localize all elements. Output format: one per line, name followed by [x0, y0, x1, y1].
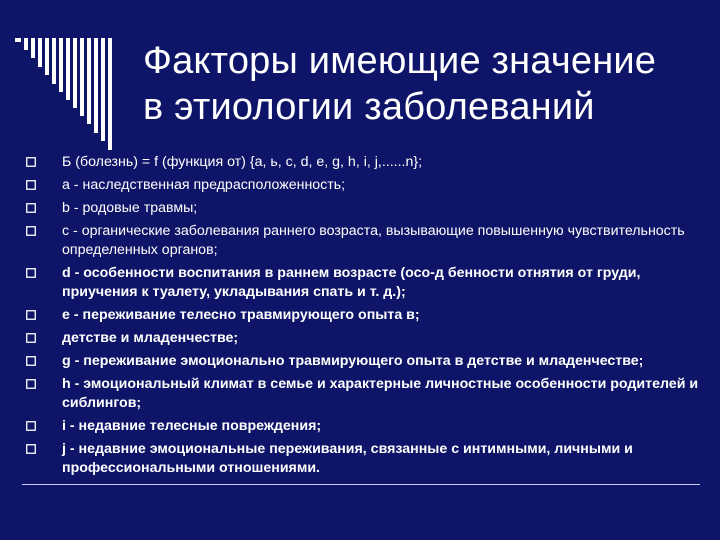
hollow-square-icon	[26, 333, 36, 343]
hollow-square-icon	[26, 226, 36, 236]
list-item-text: g - переживание эмоционально травмирующего опыта в детстве и младенчестве;	[62, 353, 644, 369]
list-item-text: d - особенности воспитания в раннем возрасте (осо-д бенности отнятия от груди, приучения к туалету, укладывания спать и т. д.);	[62, 265, 641, 300]
hollow-square-icon	[26, 203, 36, 213]
hollow-square-icon	[26, 310, 36, 320]
list-item	[20, 176, 700, 195]
hollow-square-icon	[26, 444, 36, 454]
decorative-bars	[15, 33, 135, 153]
list-item-text: e - переживание телесно травмирующего опыта в;	[62, 307, 420, 323]
list-item	[20, 417, 700, 436]
hollow-square-icon	[26, 268, 36, 278]
list-item-text: детстве и младенчестве;	[62, 330, 239, 346]
list-item	[20, 306, 700, 325]
slide-title	[143, 38, 703, 130]
list-item	[20, 440, 700, 478]
list-item-text: Б (болезнь) = f (функция от) {a, ь, c, d, e, g, h, i, j,......n};	[62, 154, 423, 170]
hollow-square-icon	[26, 356, 36, 366]
hollow-square-icon	[26, 379, 36, 389]
list-item-text: h - эмоциональный климат в семье и характерные личностные особенности родителей и сиблингов;	[62, 376, 699, 411]
hollow-square-icon	[26, 157, 36, 167]
list-item	[20, 264, 700, 302]
list-item-text: b - родовые травмы;	[62, 200, 198, 216]
list-item-text: a - наследственная предрасположенность;	[62, 177, 346, 193]
list-item	[20, 222, 700, 260]
list-item-text: i - недавние телесные повреждения;	[62, 418, 322, 434]
bullet-list	[20, 153, 700, 482]
slide-title-line-1: Факторы имеющие значение	[143, 40, 657, 82]
hollow-square-icon	[26, 180, 36, 190]
list-item	[20, 352, 700, 371]
slide-title-line-2: в этиологии заболеваний	[143, 86, 595, 128]
list-item-text: c - органические заболевания раннего возраста, вызывающие повышенную чувствительность определенных органов;	[62, 223, 685, 258]
list-item	[20, 199, 700, 218]
list-item	[20, 153, 700, 172]
divider-line	[22, 484, 700, 485]
hollow-square-icon	[26, 421, 36, 431]
list-item	[20, 375, 700, 413]
list-item-text: j - недавние эмоциональные переживания, связанные с интимными, личными и профессиональными отношениями.	[62, 441, 633, 476]
list-item	[20, 329, 700, 348]
